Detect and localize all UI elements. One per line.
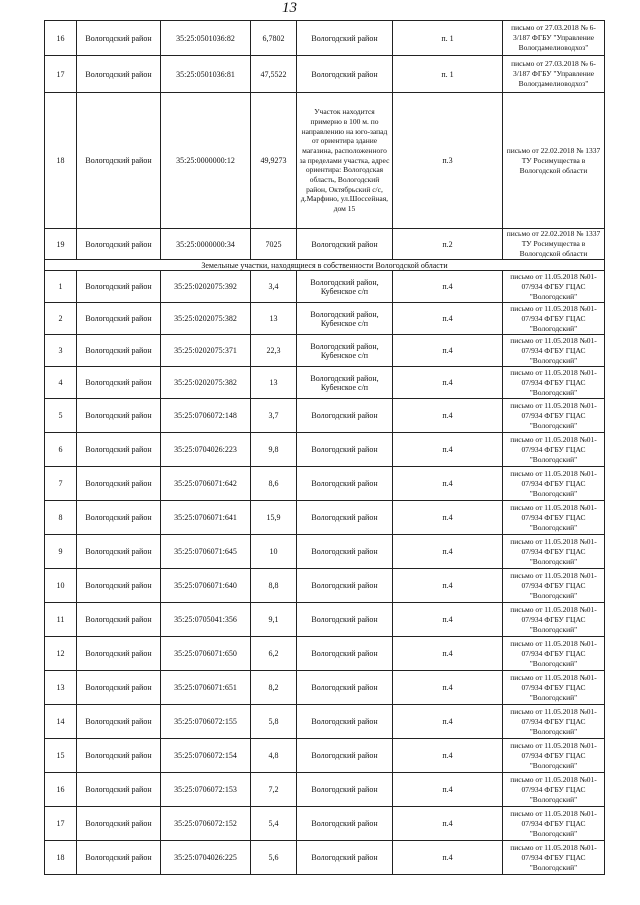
- district-cell: Вологодский район: [77, 841, 161, 875]
- row-number: 19: [45, 229, 77, 260]
- table-row: [45, 467, 605, 501]
- table-row: [45, 637, 605, 671]
- row-number: 3: [45, 335, 77, 367]
- clause-cell: п.4: [393, 637, 503, 671]
- cadastral-number-cell: 35:25:0705041:356: [161, 603, 251, 637]
- cadastral-number-cell: 35:25:0202075:382: [161, 303, 251, 335]
- row-number: 10: [45, 569, 77, 603]
- cadastral-number-cell: 35:25:0202075:392: [161, 271, 251, 303]
- land-plots-table: [44, 20, 605, 875]
- table-row: [45, 93, 605, 229]
- district-cell: Вологодский район: [77, 637, 161, 671]
- area-cell: 6,7802: [251, 21, 297, 56]
- location-cell: Вологодский район: [297, 399, 393, 433]
- row-number: 7: [45, 467, 77, 501]
- area-cell: 8,6: [251, 467, 297, 501]
- letter-cell: письмо от 11.05.2018 №01-07/934 ФГБУ ГЦАС "Вологодский": [503, 367, 605, 399]
- location-cell: Вологодский район: [297, 569, 393, 603]
- cadastral-number-cell: 35:25:0706071:642: [161, 467, 251, 501]
- cadastral-number-cell: 35:25:0704026:223: [161, 433, 251, 467]
- letter-cell: письмо от 11.05.2018 №01-07/934 ФГБУ ГЦАС "Вологодский": [503, 569, 605, 603]
- row-number: 8: [45, 501, 77, 535]
- row-number: 11: [45, 603, 77, 637]
- row-number: 16: [45, 773, 77, 807]
- district-cell: Вологодский район: [77, 335, 161, 367]
- district-cell: Вологодский район: [77, 56, 161, 93]
- cadastral-number-cell: 35:25:0706071:641: [161, 501, 251, 535]
- letter-cell: письмо от 11.05.2018 №01-07/934 ФГБУ ГЦАС "Вологодский": [503, 807, 605, 841]
- cadastral-number-cell: 35:25:0706071:640: [161, 569, 251, 603]
- cadastral-number-cell: 35:25:0706072:153: [161, 773, 251, 807]
- letter-cell: письмо от 11.05.2018 №01-07/934 ФГБУ ГЦАС "Вологодский": [503, 467, 605, 501]
- area-cell: 3,7: [251, 399, 297, 433]
- table-row: [45, 335, 605, 367]
- table-row: [45, 535, 605, 569]
- area-cell: 8,2: [251, 671, 297, 705]
- location-cell: Вологодский район: [297, 773, 393, 807]
- row-number: 17: [45, 56, 77, 93]
- area-cell: 9,8: [251, 433, 297, 467]
- clause-cell: п.4: [393, 739, 503, 773]
- letter-cell: письмо от 11.05.2018 №01-07/934 ФГБУ ГЦАС "Вологодский": [503, 335, 605, 367]
- clause-cell: п.4: [393, 501, 503, 535]
- letter-cell: письмо от 11.05.2018 №01-07/934 ФГБУ ГЦАС "Вологодский": [503, 399, 605, 433]
- table-row: [45, 807, 605, 841]
- area-cell: 22,3: [251, 335, 297, 367]
- table-row: [45, 569, 605, 603]
- area-cell: 49,9273: [251, 93, 297, 229]
- clause-cell: п.4: [393, 399, 503, 433]
- clause-cell: п. 1: [393, 56, 503, 93]
- district-cell: Вологодский район: [77, 569, 161, 603]
- location-cell: Вологодский район: [297, 501, 393, 535]
- clause-cell: п.4: [393, 303, 503, 335]
- district-cell: Вологодский район: [77, 501, 161, 535]
- cadastral-number-cell: 35:25:0706072:148: [161, 399, 251, 433]
- area-cell: 9,1: [251, 603, 297, 637]
- district-cell: Вологодский район: [77, 807, 161, 841]
- cadastral-number-cell: 35:25:0501036:81: [161, 56, 251, 93]
- letter-cell: письмо от 11.05.2018 №01-07/934 ФГБУ ГЦАС "Вологодский": [503, 535, 605, 569]
- table-row: [45, 433, 605, 467]
- section-header: Земельные участки, находящиеся в собственности Вологодской области: [45, 260, 605, 271]
- table-body: [45, 21, 605, 875]
- cadastral-number-cell: 35:25:0706071:650: [161, 637, 251, 671]
- cadastral-number-cell: 35:25:0706071:645: [161, 535, 251, 569]
- clause-cell: п.4: [393, 271, 503, 303]
- letter-cell: письмо от 27.03.2018 № 6-3/187 ФГБУ "Управление Вологдамелиоводхоз": [503, 56, 605, 93]
- cadastral-number-cell: 35:25:0202075:382: [161, 367, 251, 399]
- area-cell: 13: [251, 303, 297, 335]
- table-row: [45, 56, 605, 93]
- row-number: 14: [45, 705, 77, 739]
- cadastral-number-cell: 35:25:0704026:225: [161, 841, 251, 875]
- location-cell: Вологодский район: [297, 807, 393, 841]
- table-row: [45, 271, 605, 303]
- district-cell: Вологодский район: [77, 671, 161, 705]
- clause-cell: п.4: [393, 671, 503, 705]
- area-cell: 4,8: [251, 739, 297, 773]
- table-row: [45, 841, 605, 875]
- letter-cell: письмо от 11.05.2018 №01-07/934 ФГБУ ГЦАС "Вологодский": [503, 773, 605, 807]
- area-cell: 8,8: [251, 569, 297, 603]
- cadastral-number-cell: 35:25:0706072:154: [161, 739, 251, 773]
- district-cell: Вологодский район: [77, 433, 161, 467]
- clause-cell: п.4: [393, 535, 503, 569]
- table-row: [45, 705, 605, 739]
- location-cell: Вологодский район, Кубенское с/п: [297, 303, 393, 335]
- location-cell: Вологодский район: [297, 21, 393, 56]
- table-row: [45, 399, 605, 433]
- row-number: 13: [45, 671, 77, 705]
- area-cell: 15,9: [251, 501, 297, 535]
- letter-cell: письмо от 22.02.2018 № 1337 ТУ Росимущества в Вологодской области: [503, 229, 605, 260]
- clause-cell: п.4: [393, 807, 503, 841]
- clause-cell: п.4: [393, 335, 503, 367]
- location-cell: Вологодский район: [297, 535, 393, 569]
- area-cell: 5,6: [251, 841, 297, 875]
- location-cell: Вологодский район: [297, 739, 393, 773]
- area-cell: 7025: [251, 229, 297, 260]
- table-row: [45, 367, 605, 399]
- row-number: 17: [45, 807, 77, 841]
- cadastral-number-cell: 35:25:0000000:34: [161, 229, 251, 260]
- table-row: [45, 21, 605, 56]
- letter-cell: письмо от 22.02.2018 № 1337 ТУ Росимущества в Вологодской области: [503, 93, 605, 229]
- location-cell: Вологодский район: [297, 467, 393, 501]
- letter-cell: письмо от 11.05.2018 №01-07/934 ФГБУ ГЦАС "Вологодский": [503, 671, 605, 705]
- district-cell: Вологодский район: [77, 229, 161, 260]
- district-cell: Вологодский район: [77, 739, 161, 773]
- letter-cell: письмо от 11.05.2018 №01-07/934 ФГБУ ГЦАС "Вологодский": [503, 841, 605, 875]
- table-row: [45, 773, 605, 807]
- district-cell: Вологодский район: [77, 93, 161, 229]
- district-cell: Вологодский район: [77, 773, 161, 807]
- letter-cell: письмо от 11.05.2018 №01-07/934 ФГБУ ГЦАС "Вологодский": [503, 603, 605, 637]
- location-cell: Вологодский район: [297, 56, 393, 93]
- location-cell: Вологодский район, Кубенское с/п: [297, 271, 393, 303]
- clause-cell: п.4: [393, 367, 503, 399]
- location-cell: Вологодский район, Кубенское с/п: [297, 367, 393, 399]
- clause-cell: п.4: [393, 773, 503, 807]
- row-number: 18: [45, 93, 77, 229]
- page-number: 13: [282, 0, 297, 16]
- area-cell: 13: [251, 367, 297, 399]
- location-cell: Вологодский район: [297, 705, 393, 739]
- location-cell: Вологодский район: [297, 841, 393, 875]
- cadastral-number-cell: 35:25:0000000:12: [161, 93, 251, 229]
- location-cell: Вологодский район: [297, 433, 393, 467]
- cadastral-number-cell: 35:25:0501036:82: [161, 21, 251, 56]
- table-row: [45, 229, 605, 260]
- area-cell: 5,4: [251, 807, 297, 841]
- section-header-row: [45, 260, 605, 271]
- letter-cell: письмо от 11.05.2018 №01-07/934 ФГБУ ГЦАС "Вологодский": [503, 637, 605, 671]
- cadastral-number-cell: 35:25:0202075:371: [161, 335, 251, 367]
- district-cell: Вологодский район: [77, 303, 161, 335]
- clause-cell: п.4: [393, 603, 503, 637]
- location-cell: Вологодский район: [297, 229, 393, 260]
- clause-cell: п.4: [393, 433, 503, 467]
- area-cell: 6,2: [251, 637, 297, 671]
- clause-cell: п.2: [393, 229, 503, 260]
- row-number: 2: [45, 303, 77, 335]
- row-number: 16: [45, 21, 77, 56]
- row-number: 1: [45, 271, 77, 303]
- row-number: 6: [45, 433, 77, 467]
- district-cell: Вологодский район: [77, 21, 161, 56]
- area-cell: 7,2: [251, 773, 297, 807]
- location-cell: Вологодский район: [297, 603, 393, 637]
- row-number: 18: [45, 841, 77, 875]
- letter-cell: письмо от 11.05.2018 №01-07/934 ФГБУ ГЦАС "Вологодский": [503, 303, 605, 335]
- district-cell: Вологодский район: [77, 603, 161, 637]
- area-cell: 3,4: [251, 271, 297, 303]
- table-row: [45, 739, 605, 773]
- letter-cell: письмо от 11.05.2018 №01-07/934 ФГБУ ГЦАС "Вологодский": [503, 501, 605, 535]
- row-number: 12: [45, 637, 77, 671]
- row-number: 15: [45, 739, 77, 773]
- row-number: 5: [45, 399, 77, 433]
- clause-cell: п.4: [393, 467, 503, 501]
- table-row: [45, 671, 605, 705]
- district-cell: Вологодский район: [77, 367, 161, 399]
- table-row: [45, 603, 605, 637]
- location-cell: Вологодский район: [297, 671, 393, 705]
- clause-cell: п.4: [393, 569, 503, 603]
- letter-cell: письмо от 11.05.2018 №01-07/934 ФГБУ ГЦАС "Вологодский": [503, 433, 605, 467]
- letter-cell: письмо от 27.03.2018 № 6-3/187 ФГБУ "Управление Вологдамелиоводхоз": [503, 21, 605, 56]
- clause-cell: п.4: [393, 841, 503, 875]
- district-cell: Вологодский район: [77, 705, 161, 739]
- location-cell: Участок находится примерно в 100 м. по направлению на юго-запад от ориентира здание магазина, расположенного за пределами участка, адрес ориентира: Вологодская область, Вологодский район, Октябрьский с/с, д.Марфино, ул.Шоссейная, дом 15: [297, 93, 393, 229]
- clause-cell: п.4: [393, 705, 503, 739]
- district-cell: Вологодский район: [77, 399, 161, 433]
- area-cell: 10: [251, 535, 297, 569]
- location-cell: Вологодский район, Кубенское с/п: [297, 335, 393, 367]
- clause-cell: п. 1: [393, 21, 503, 56]
- table-row: [45, 303, 605, 335]
- district-cell: Вологодский район: [77, 467, 161, 501]
- letter-cell: письмо от 11.05.2018 №01-07/934 ФГБУ ГЦАС "Вологодский": [503, 271, 605, 303]
- table-row: [45, 501, 605, 535]
- cadastral-number-cell: 35:25:0706072:152: [161, 807, 251, 841]
- district-cell: Вологодский район: [77, 535, 161, 569]
- area-cell: 47,5522: [251, 56, 297, 93]
- cadastral-number-cell: 35:25:0706071:651: [161, 671, 251, 705]
- location-cell: Вологодский район: [297, 637, 393, 671]
- clause-cell: п.3: [393, 93, 503, 229]
- letter-cell: письмо от 11.05.2018 №01-07/934 ФГБУ ГЦАС "Вологодский": [503, 705, 605, 739]
- district-cell: Вологодский район: [77, 271, 161, 303]
- cadastral-number-cell: 35:25:0706072:155: [161, 705, 251, 739]
- row-number: 4: [45, 367, 77, 399]
- letter-cell: письмо от 11.05.2018 №01-07/934 ФГБУ ГЦАС "Вологодский": [503, 739, 605, 773]
- row-number: 9: [45, 535, 77, 569]
- area-cell: 5,8: [251, 705, 297, 739]
